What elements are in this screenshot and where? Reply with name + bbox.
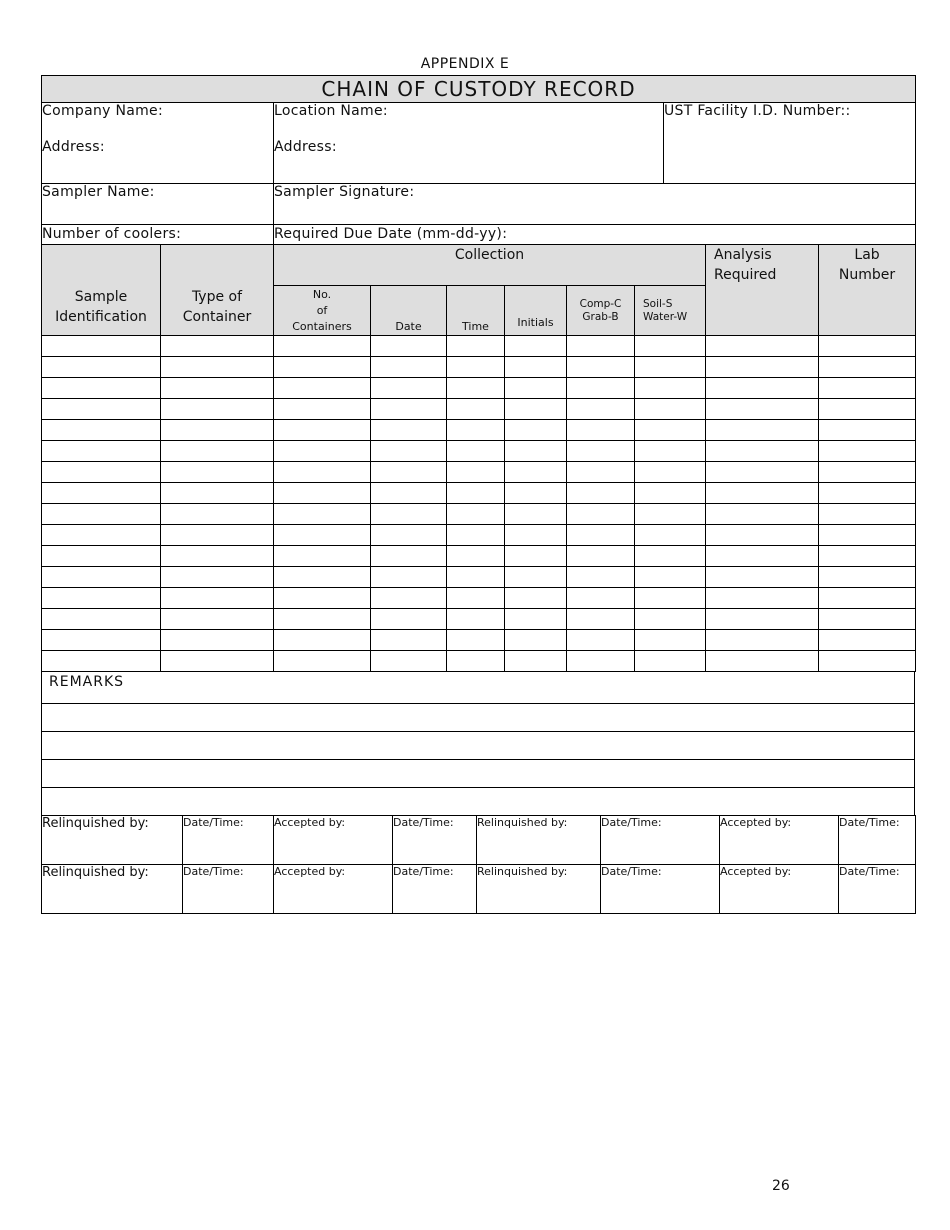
sample-rows [42,336,916,672]
remarks-line[interactable] [42,760,915,788]
sample-cell[interactable] [819,609,916,630]
sample-cell[interactable] [447,525,505,546]
sample-cell[interactable] [371,609,447,630]
sample-cell[interactable] [706,609,819,630]
sample-cell[interactable] [567,651,635,672]
remarks-line[interactable] [42,732,915,760]
sample-cell[interactable] [706,462,819,483]
sample-cell[interactable] [42,357,161,378]
sample-cell[interactable] [274,483,371,504]
sample-cell[interactable] [447,630,505,651]
sample-cell[interactable] [274,462,371,483]
sample-cell[interactable] [819,420,916,441]
sample-row [42,567,916,588]
sample-cell[interactable] [274,588,371,609]
sample-cell[interactable] [635,336,706,357]
sample-cell[interactable] [567,441,635,462]
sample-cell[interactable] [819,588,916,609]
sample-cell[interactable] [567,609,635,630]
sample-cell[interactable] [706,588,819,609]
sample-cell[interactable] [161,378,274,399]
sample-cell[interactable] [505,567,567,588]
sample-cell[interactable] [567,483,635,504]
sample-cell[interactable] [635,483,706,504]
num-containers-header: No. of Containers [274,286,371,336]
sample-cell[interactable] [371,441,447,462]
sample-row [42,504,916,525]
sample-cell[interactable] [42,441,161,462]
sample-cell[interactable] [161,420,274,441]
sample-cell[interactable] [819,567,916,588]
sample-cell[interactable] [42,525,161,546]
location-name-label: Location Name: [274,103,388,119]
sample-cell[interactable] [161,399,274,420]
sample-cell[interactable] [819,336,916,357]
sample-cell[interactable] [819,462,916,483]
company-cell[interactable] [42,103,274,184]
page-number: 26 [772,1178,790,1194]
sample-cell[interactable] [819,378,916,399]
sample-cell[interactable] [567,399,635,420]
sample-cell[interactable] [706,399,819,420]
sample-cell[interactable] [706,378,819,399]
sample-cell[interactable] [447,462,505,483]
sample-cell[interactable] [706,357,819,378]
sample-row [42,378,916,399]
sample-cell[interactable] [567,630,635,651]
appendix-label: APPENDIX E [420,56,510,72]
sample-row [42,546,916,567]
sample-cell[interactable] [819,651,916,672]
sample-cell[interactable] [819,525,916,546]
sample-cell[interactable] [447,546,505,567]
sample-cell[interactable] [371,546,447,567]
sample-cell[interactable] [567,336,635,357]
sample-cell[interactable] [706,504,819,525]
sample-cell[interactable] [42,609,161,630]
sample-cell[interactable] [274,441,371,462]
sample-row [42,525,916,546]
sample-cell[interactable] [161,357,274,378]
sample-cell[interactable] [635,462,706,483]
sample-cell[interactable] [161,336,274,357]
remarks-label: REMARKS [42,672,915,704]
sample-cell[interactable] [567,504,635,525]
sample-cell[interactable] [274,609,371,630]
sample-cell[interactable] [274,546,371,567]
sample-cell[interactable] [635,567,706,588]
sample-cell[interactable] [635,609,706,630]
collection-header: Collection [274,245,706,286]
sample-cell[interactable] [371,504,447,525]
form-title: CHAIN OF CUSTODY RECORD [42,76,916,103]
sample-cell[interactable] [505,399,567,420]
sample-cell[interactable] [371,483,447,504]
time-header: Time [447,286,505,336]
relinquished-by-cell[interactable]: Relinquished by: [42,865,183,914]
sample-row [42,336,916,357]
sample-row [42,588,916,609]
sample-cell[interactable] [567,525,635,546]
signature-table [41,815,916,914]
lab-number-header: Lab Number [819,245,916,336]
sample-row [42,399,916,420]
datetime-cell[interactable]: Date/Time: [183,816,274,865]
sample-cell[interactable] [706,630,819,651]
sample-cell[interactable] [274,399,371,420]
sample-cell[interactable] [505,546,567,567]
sample-cell[interactable] [371,399,447,420]
sample-cell[interactable] [371,357,447,378]
sample-cell[interactable] [371,336,447,357]
sampler-signature-cell[interactable] [274,184,916,225]
sample-cell[interactable] [819,483,916,504]
sample-row [42,462,916,483]
facility-id-label: UST Facility I.D. Number:: [664,103,851,119]
sampler-signature-label: Sampler Signature: [274,184,415,200]
sample-cell[interactable] [42,630,161,651]
sample-cell[interactable] [505,504,567,525]
sample-cell[interactable] [274,420,371,441]
sample-cell[interactable] [635,504,706,525]
sample-cell[interactable] [635,651,706,672]
datetime-cell[interactable]: Date/Time: [393,865,477,914]
sample-cell[interactable] [505,462,567,483]
relinquished-by-cell[interactable]: Relinquished by: [477,865,601,914]
sample-cell[interactable] [447,357,505,378]
sample-cell[interactable] [42,378,161,399]
sample-cell[interactable] [567,588,635,609]
sample-cell[interactable] [274,378,371,399]
sample-row [42,441,916,462]
sample-cell[interactable] [161,441,274,462]
sample-cell[interactable] [819,441,916,462]
soil-water-header: Soil-S Water-W [635,286,706,336]
sample-cell[interactable] [161,588,274,609]
remarks-line[interactable] [42,788,915,816]
sample-cell[interactable] [371,588,447,609]
sample-cell[interactable] [706,546,819,567]
sample-cell[interactable] [819,399,916,420]
sample-cell[interactable] [371,651,447,672]
sample-cell[interactable] [447,609,505,630]
sample-cell[interactable] [161,630,274,651]
sample-cell[interactable] [505,630,567,651]
sample-cell[interactable] [42,483,161,504]
sample-cell[interactable] [447,420,505,441]
sample-id-header: Sample Identification [42,245,161,336]
sample-cell[interactable] [567,357,635,378]
initials-header: Initials [505,286,567,336]
sample-cell[interactable] [274,630,371,651]
sample-cell[interactable] [706,336,819,357]
sample-cell[interactable] [42,567,161,588]
sampler-name-label: Sampler Name: [42,184,155,200]
sample-cell[interactable] [42,651,161,672]
sample-cell[interactable] [505,441,567,462]
sample-cell[interactable] [42,588,161,609]
sample-cell[interactable] [505,378,567,399]
comp-grab-header: Comp-C Grab-B [567,286,635,336]
sample-cell[interactable] [42,420,161,441]
sample-cell[interactable] [635,357,706,378]
accepted-by-cell[interactable]: Accepted by: [274,865,393,914]
sample-cell[interactable] [274,357,371,378]
sample-cell[interactable] [447,588,505,609]
sample-cell[interactable] [635,525,706,546]
due-date-label: Required Due Date (mm-dd-yy): [274,226,508,242]
sample-cell[interactable] [447,399,505,420]
chain-of-custody-form [41,75,915,914]
sample-cell[interactable] [447,378,505,399]
sample-cell[interactable] [505,357,567,378]
location-address-label: Address: [274,139,337,155]
sample-cell[interactable] [819,504,916,525]
sample-cell[interactable] [505,609,567,630]
sample-cell[interactable] [161,567,274,588]
container-type-header: Type of Container [161,245,274,336]
sample-cell[interactable] [371,630,447,651]
company-name-label: Company Name: [42,103,163,119]
sample-cell[interactable] [42,336,161,357]
sample-cell[interactable] [635,420,706,441]
sample-cell[interactable] [706,441,819,462]
sample-cell[interactable] [635,441,706,462]
sample-cell[interactable] [161,525,274,546]
relinquished-by-cell[interactable]: Relinquished by: [42,816,183,865]
sample-cell[interactable] [505,336,567,357]
datetime-cell[interactable]: Date/Time: [601,816,720,865]
sample-cell[interactable] [567,567,635,588]
datetime-cell[interactable]: Date/Time: [839,865,916,914]
sample-cell[interactable] [567,378,635,399]
sample-cell[interactable] [635,378,706,399]
datetime-cell[interactable]: Date/Time: [393,816,477,865]
sample-cell[interactable] [42,546,161,567]
sample-cell[interactable] [635,546,706,567]
accepted-by-cell[interactable]: Accepted by: [720,816,839,865]
date-header: Date [371,286,447,336]
signature-row [42,816,916,865]
sample-cell[interactable] [161,483,274,504]
sample-cell[interactable] [567,546,635,567]
sample-cell[interactable] [819,630,916,651]
sample-cell[interactable] [635,399,706,420]
sample-cell[interactable] [505,483,567,504]
sample-cell[interactable] [706,525,819,546]
remarks-line[interactable] [42,704,915,732]
sample-cell[interactable] [274,651,371,672]
sample-cell[interactable] [635,630,706,651]
sample-cell[interactable] [447,651,505,672]
sample-cell[interactable] [505,588,567,609]
analysis-required-header: Analysis Required [706,245,819,336]
sample-cell[interactable] [42,399,161,420]
sample-cell[interactable] [706,651,819,672]
info-table [41,75,916,245]
sample-cell[interactable] [42,462,161,483]
sample-cell[interactable] [819,546,916,567]
sample-row [42,651,916,672]
signature-row [42,865,916,914]
sample-row [42,420,916,441]
sample-cell[interactable] [706,483,819,504]
sample-row [42,609,916,630]
sample-cell[interactable] [819,357,916,378]
sample-cell[interactable] [161,462,274,483]
sample-cell[interactable] [161,651,274,672]
sample-cell[interactable] [274,336,371,357]
sample-row [42,357,916,378]
sample-cell[interactable] [505,651,567,672]
sample-cell[interactable] [274,504,371,525]
relinquished-by-cell[interactable]: Relinquished by: [477,816,601,865]
sample-cell[interactable] [161,546,274,567]
coolers-label: Number of coolers: [42,226,182,242]
remarks-table [41,671,915,816]
sample-cell[interactable] [706,420,819,441]
sample-table [41,244,916,672]
sample-cell[interactable] [447,567,505,588]
datetime-cell[interactable]: Date/Time: [183,865,274,914]
sample-cell[interactable] [706,567,819,588]
sampler-name-cell[interactable] [42,184,274,225]
sample-cell[interactable] [567,462,635,483]
sample-cell[interactable] [371,378,447,399]
sample-cell[interactable] [447,441,505,462]
facility-id-cell[interactable] [664,103,916,184]
sample-cell[interactable] [371,567,447,588]
sample-cell[interactable] [161,609,274,630]
sample-cell[interactable] [371,420,447,441]
accepted-by-cell[interactable]: Accepted by: [720,865,839,914]
sample-cell[interactable] [447,504,505,525]
sample-cell[interactable] [42,504,161,525]
sample-cell[interactable] [505,420,567,441]
sample-cell[interactable] [505,525,567,546]
accepted-by-cell[interactable]: Accepted by: [274,816,393,865]
due-date-cell[interactable] [274,225,916,245]
sample-cell[interactable] [371,525,447,546]
sample-cell[interactable] [567,420,635,441]
sample-cell[interactable] [161,504,274,525]
sample-row [42,483,916,504]
sample-cell[interactable] [274,525,371,546]
sample-cell[interactable] [447,483,505,504]
sample-row [42,630,916,651]
sample-cell[interactable] [371,462,447,483]
datetime-cell[interactable]: Date/Time: [601,865,720,914]
sample-cell[interactable] [274,567,371,588]
sample-cell[interactable] [635,588,706,609]
sample-cell[interactable] [447,336,505,357]
location-cell[interactable] [274,103,664,184]
coolers-cell[interactable] [42,225,274,245]
company-address-label: Address: [42,139,105,155]
datetime-cell[interactable]: Date/Time: [839,816,916,865]
